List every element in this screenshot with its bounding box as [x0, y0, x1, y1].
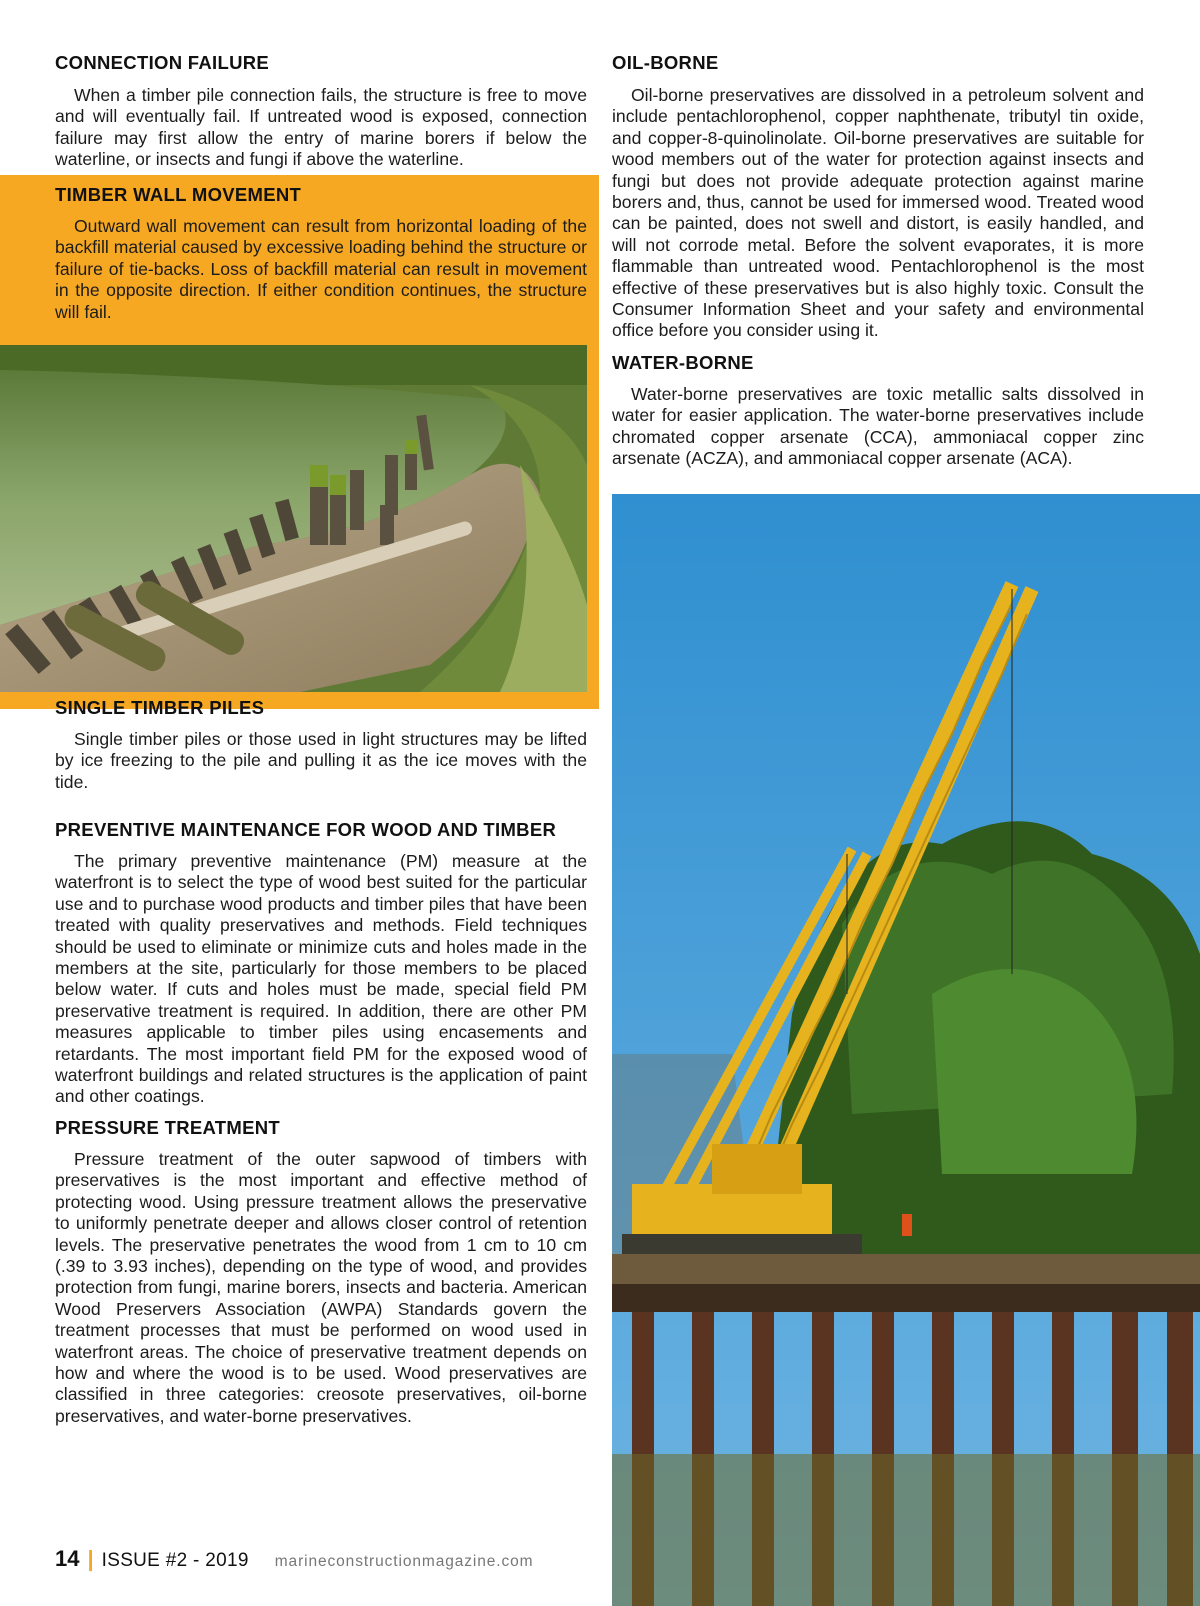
heading-single-timber-piles: SINGLE TIMBER PILES	[55, 697, 265, 718]
paragraph-water-borne: Water-borne preservatives are toxic metallic salts dissolved in water for easier application. The water-borne preservatives include chromated copper arsenate (CCA), ammoniacal copper zinc arsenate (ACZA), and ammoniacal copper arsenate (ACA).	[612, 384, 1144, 469]
marsh-timber-piles-photo	[0, 345, 587, 692]
heading-oil-borne: OIL-BORNE	[612, 52, 719, 73]
heading-preventive-maintenance: PREVENTIVE MAINTENANCE FOR WOOD AND TIMBER	[55, 819, 557, 840]
paragraph-preventive-maintenance: The primary preventive maintenance (PM) measure at the waterfront is to select the type of wood best suited for the particular use and to purchase wood products and timber piles that have been treated with quality preservatives and methods. Field techniques should be used to eliminate or minimize cuts and holes made in the members at the site, particularly for those members to be placed below water. If cuts and holes must be made, special field PM preservative treatment is required. In addition, there are other PM measures applicable to timber piles using encasements and retardants. The most important field PM for the exposed wood of waterfront buildings and related structures is the application of paint and other coatings.	[55, 851, 587, 1107]
heading-timber-wall-movement: TIMBER WALL MOVEMENT	[55, 184, 302, 205]
paragraph-connection-failure: When a timber pile connection fails, the structure is free to move and will eventually fail. If untreated wood is exposed, connection failure may first allow the entry of marine borers if below the waterline, or insects and fungi if above the waterline.	[55, 85, 587, 170]
paragraph-pressure-treatment: Pressure treatment of the outer sapwood of timbers with preservatives is the most important and effective method of protecting wood. Using pressure treatment allows the preservative to uniformly penetrate deeper and allows closer control of retention levels. The preservative penetrates the wood from 1 cm to 10 cm (.39 to 3.93 inches), depending on the type of wood, and provides protection from fungi, marine borers, insects and bacteria. American Wood Preservers Association (AWPA) Standards govern the treatment processes that must be performed on wood used in waterfront areas. The choice of preservative treatment depends on how and where the wood is to be used. Wood preservatives are classified in three categories: creosote preservatives, oil-borne preservatives, and water-borne preservatives.	[55, 1149, 587, 1426]
issue-label: ISSUE #2 - 2019	[101, 1550, 249, 1571]
crane-construction-photo	[612, 494, 1200, 1606]
website-url: marineconstructionmagazine.com	[274, 1553, 534, 1570]
paragraph-single-timber-piles: Single timber piles or those used in light structures may be lifted by ice freezing to the pile and pulling it as the ice moves with the tide.	[55, 729, 587, 792]
page-number: 14	[55, 1546, 80, 1571]
heading-pressure-treatment: PRESSURE TREATMENT	[55, 1117, 281, 1138]
paragraph-oil-borne: Oil-borne preservatives are dissolved in a petroleum solvent and include pentachlorophenol, copper naphthenate, tributyl tin oxide, and copper-8-quinolinolate. Oil-borne preservatives are suitable for wood members out of the water for protection against insects and fungi but does not provide adequate protection against marine borers and, thus, cannot be used for immersed wood. Treated wood can be painted, does not swell and distort, is easily handled, and will not corrode metal. Before the solvent evaporates, it is more flammable than untreated wood. Pentachlorophenol is the most effective of these preservatives but is also highly toxic. Consult the Consumer Information Sheet and your safety and environmental office before you consider using it.	[612, 85, 1144, 341]
footer-separator: |	[87, 1546, 94, 1571]
paragraph-timber-wall-movement: Outward wall movement can result from horizontal loading of the backfill material caused by excessive loading behind the structure or failure of tie-backs. Loss of backfill material can result in movement in the opposite direction. If either condition continues, the structure will fail.	[55, 216, 587, 322]
heading-water-borne: WATER-BORNE	[612, 352, 754, 373]
heading-connection-failure: CONNECTION FAILURE	[55, 52, 270, 73]
page-footer	[55, 1546, 533, 1572]
